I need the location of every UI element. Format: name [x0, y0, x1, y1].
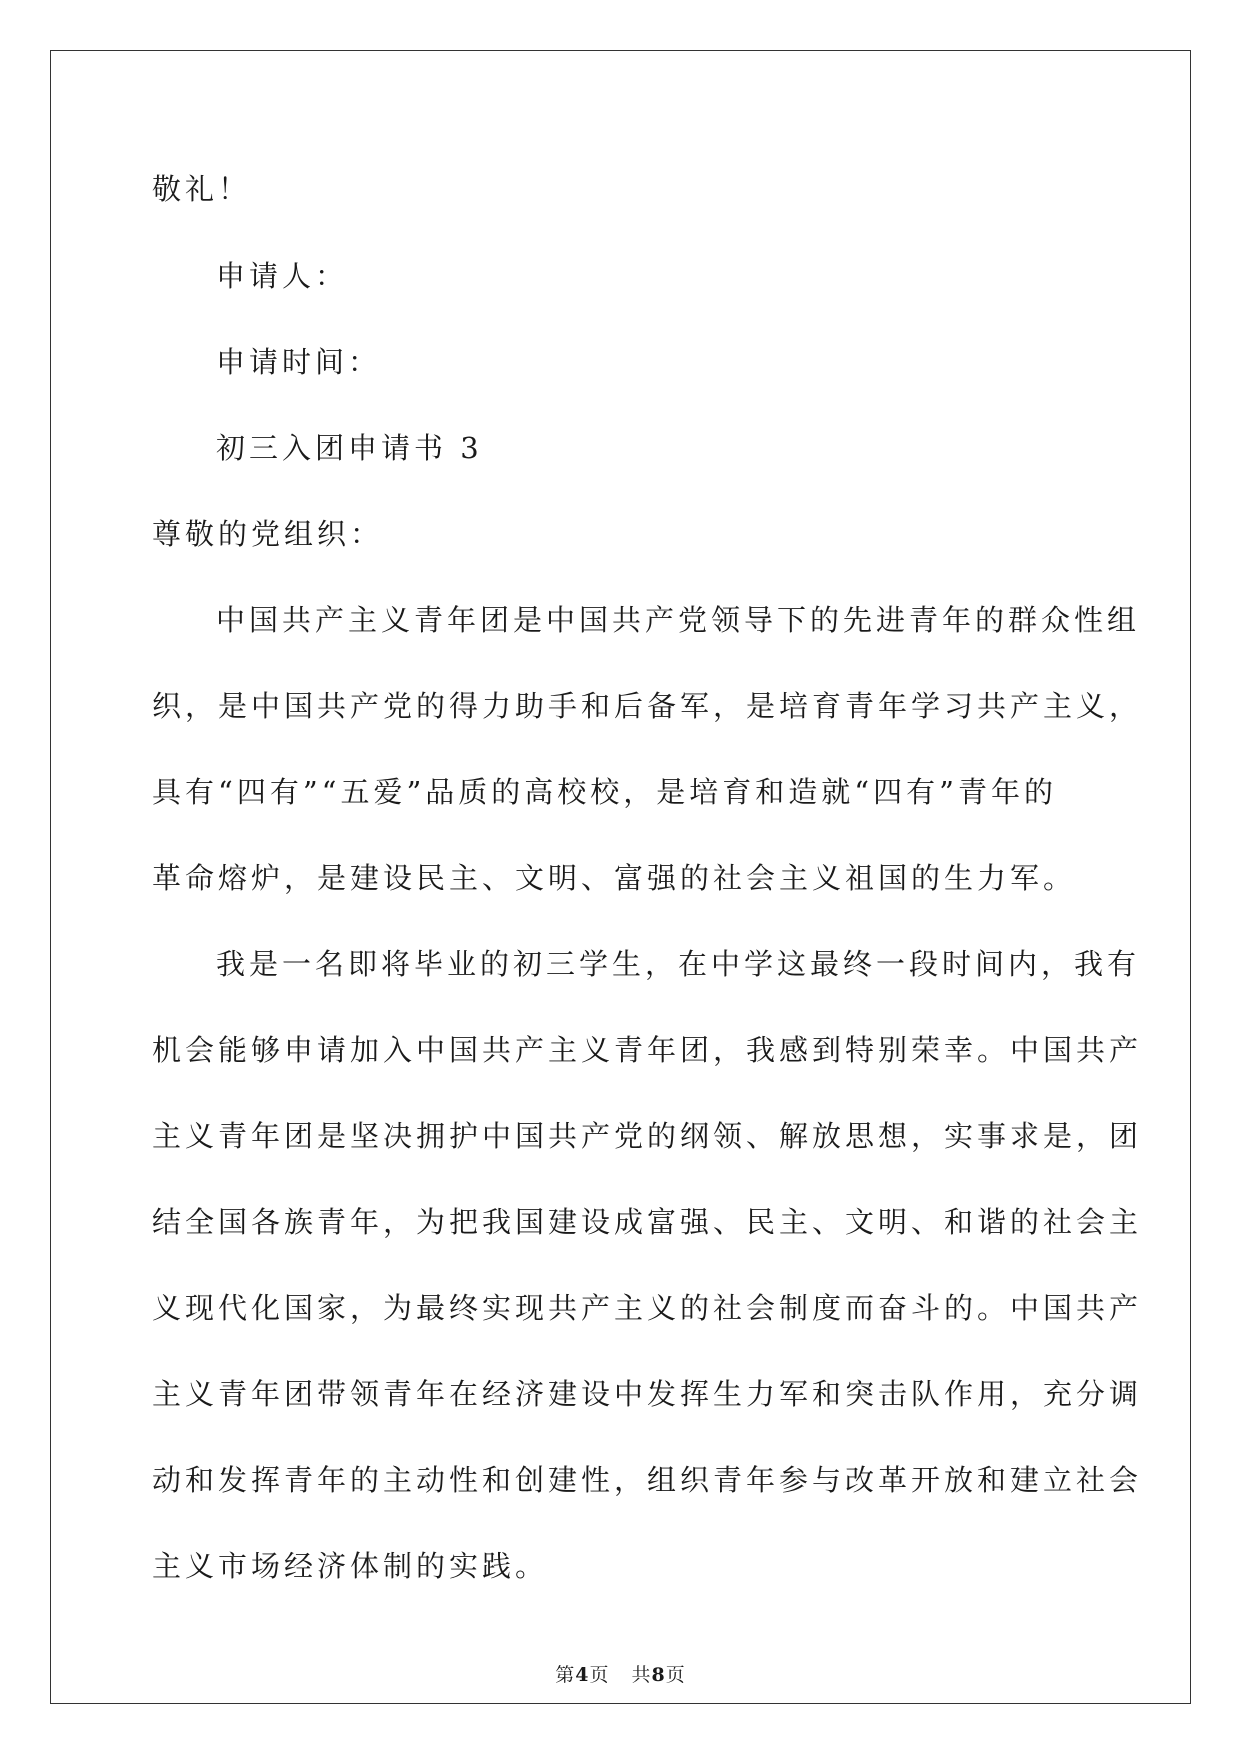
salutation: 尊敬的党组织：: [152, 517, 384, 551]
footer-total-pages: 8: [651, 1664, 666, 1686]
footer-total-suffix: 页: [665, 1664, 686, 1686]
paragraph-line: 主义青年团是坚决拥护中国共产党的纲领、解放思想，实事求是，团: [152, 1119, 1143, 1153]
paragraph-line: 我是一名即将毕业的初三学生，在中学这最终一段时间内，我有: [216, 947, 1141, 981]
paragraph-line: 动和发挥青年的主动性和创建性，组织青年参与改革开放和建立社会: [152, 1463, 1143, 1497]
paragraph-line: 义现代化国家，为最终实现共产主义的社会制度而奋斗的。中国共产: [152, 1291, 1143, 1325]
page-footer: [0, 1660, 1241, 1687]
footer-page-number: 4: [575, 1664, 590, 1686]
footer-page-suffix: 页: [589, 1664, 610, 1686]
paragraph-line: 中国共产主义青年团是中国共产党领导下的先进青年的群众性组: [216, 603, 1141, 637]
paragraph-line: 革命熔炉，是建设民主、文明、富强的社会主义祖国的生力军。: [152, 861, 1077, 895]
section-title: 初三入团申请书 3: [216, 431, 483, 465]
paragraph-line: 主义市场经济体制的实践。: [152, 1549, 549, 1583]
applicant-label: 申请人：: [216, 259, 349, 293]
closing-salute: 敬礼！: [152, 172, 252, 206]
footer-total-prefix: 共: [631, 1664, 652, 1686]
paragraph-line: 织，是中国共产党的得力助手和后备军，是培育青年学习共产主义，: [152, 689, 1143, 723]
paragraph-line: 结全国各族青年，为把我国建设成富强、民主、文明、和谐的社会主: [152, 1205, 1143, 1239]
application-date-label: 申请时间：: [216, 345, 382, 379]
footer-prefix: 第: [555, 1664, 576, 1686]
paragraph-line: 机会能够申请加入中国共产主义青年团，我感到特别荣幸。中国共产: [152, 1033, 1143, 1067]
paragraph-line: 具有“四有”“五爱”品质的高校校，是培育和造就“四有”青年的: [152, 775, 1057, 809]
paragraph-line: 主义青年团带领青年在经济建设中发挥生力军和突击队作用，充分调: [152, 1377, 1143, 1411]
